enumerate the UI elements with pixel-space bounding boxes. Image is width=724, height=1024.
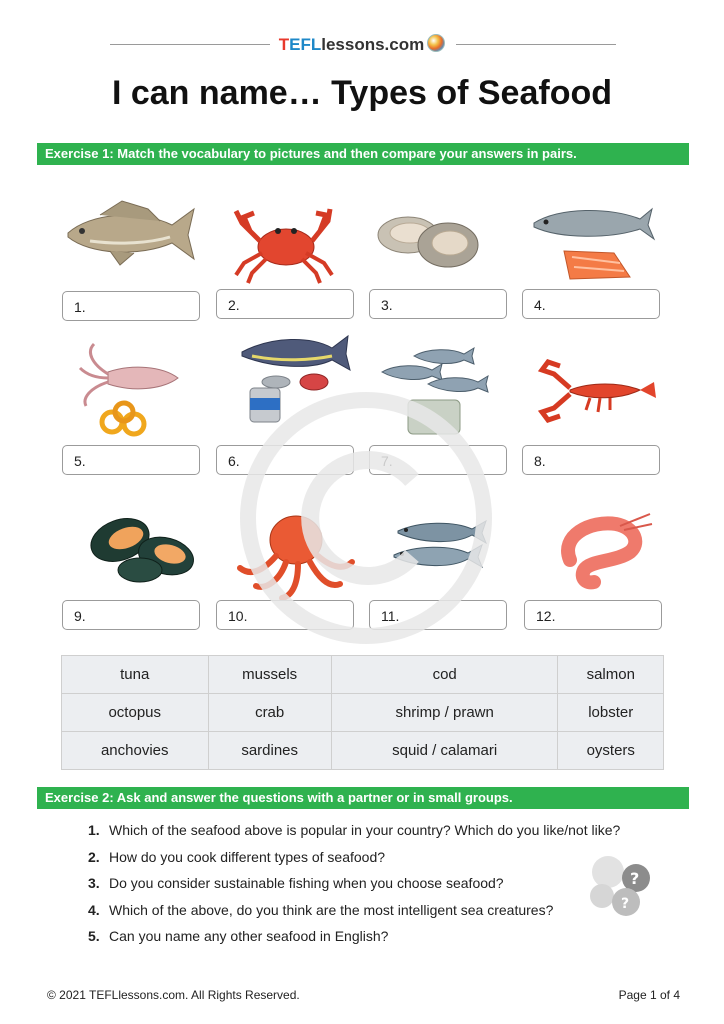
answer-box-11[interactable]: 11. (369, 600, 507, 630)
table-row (62, 656, 664, 694)
speech-bubbles-icon (586, 852, 656, 918)
vocab-cell: squid / calamari (331, 732, 558, 770)
answer-box-12[interactable]: 12. (524, 600, 662, 630)
vocab-cell: cod (331, 656, 558, 694)
shrimp-icon (540, 510, 680, 610)
list-item: 2. How do you cook different types of seafood? (88, 848, 386, 865)
list-item: 4. Which of the above, do you think are the most intelligent sea creatures? (88, 901, 554, 918)
exercise2-instruction: Exercise 2: Ask and answer the questions with a partner or in small groups. (37, 787, 689, 809)
globe-icon (427, 34, 445, 52)
vocab-cell: shrimp / prawn (331, 694, 558, 732)
vocabulary-table (61, 655, 664, 770)
answer-box-8[interactable]: 8. (522, 445, 660, 475)
table-row (62, 732, 664, 770)
crab-icon (214, 197, 354, 297)
answer-box-2[interactable]: 2. (216, 289, 354, 319)
octopus-icon (226, 506, 366, 606)
answer-box-7[interactable]: 7. (369, 445, 507, 475)
vocab-cell: sardines (208, 732, 331, 770)
anchovies-icon (384, 513, 524, 613)
lobster-icon (530, 352, 670, 452)
salmon-icon (520, 193, 660, 293)
tuna-icon (232, 330, 372, 430)
vocab-cell: lobster (558, 694, 664, 732)
oysters-icon (370, 195, 510, 295)
answer-box-4[interactable]: 4. (522, 289, 660, 319)
footer-copyright: © 2021 TEFLlessons.com. All Rights Reserved. (47, 988, 300, 1002)
exercise1-instruction: Exercise 1: Match the vocabulary to pictures and then compare your answers in pairs. (37, 143, 689, 165)
vocab-cell: salmon (558, 656, 664, 694)
table-row (62, 694, 664, 732)
answer-box-9[interactable]: 9. (62, 600, 200, 630)
answer-box-1[interactable]: 1. (62, 291, 200, 321)
footer-page-number: Page 1 of 4 (618, 988, 680, 1002)
squid-icon (62, 338, 202, 438)
vocab-cell: mussels (208, 656, 331, 694)
answer-box-6[interactable]: 6. (216, 445, 354, 475)
svg-text:?: ? (630, 869, 640, 888)
brand-logo: TEFLlessons.com (0, 34, 724, 55)
answer-box-10[interactable]: 10. (216, 600, 354, 630)
mussels-icon (80, 500, 220, 600)
vocab-cell: octopus (62, 694, 209, 732)
list-item: 1. Which of the seafood above is popular in your country? Which do you like/not like? (88, 822, 621, 838)
list-item: 5. Can you name any other seafood in English? (88, 928, 389, 944)
vocab-cell: crab (208, 694, 331, 732)
answer-box-5[interactable]: 5. (62, 445, 200, 475)
list-item: 3. Do you consider sustainable fishing when you choose seafood? (88, 875, 504, 891)
vocab-cell: tuna (62, 656, 209, 694)
question-list (88, 822, 620, 955)
page-title: I can name… Types of Seafood (111, 74, 613, 112)
cod-icon (60, 195, 200, 295)
vocab-cell: anchovies (62, 732, 209, 770)
sardines-icon (378, 338, 518, 438)
vocab-cell: oysters (558, 732, 664, 770)
svg-text:?: ? (621, 896, 630, 912)
answer-box-3[interactable]: 3. (369, 289, 507, 319)
